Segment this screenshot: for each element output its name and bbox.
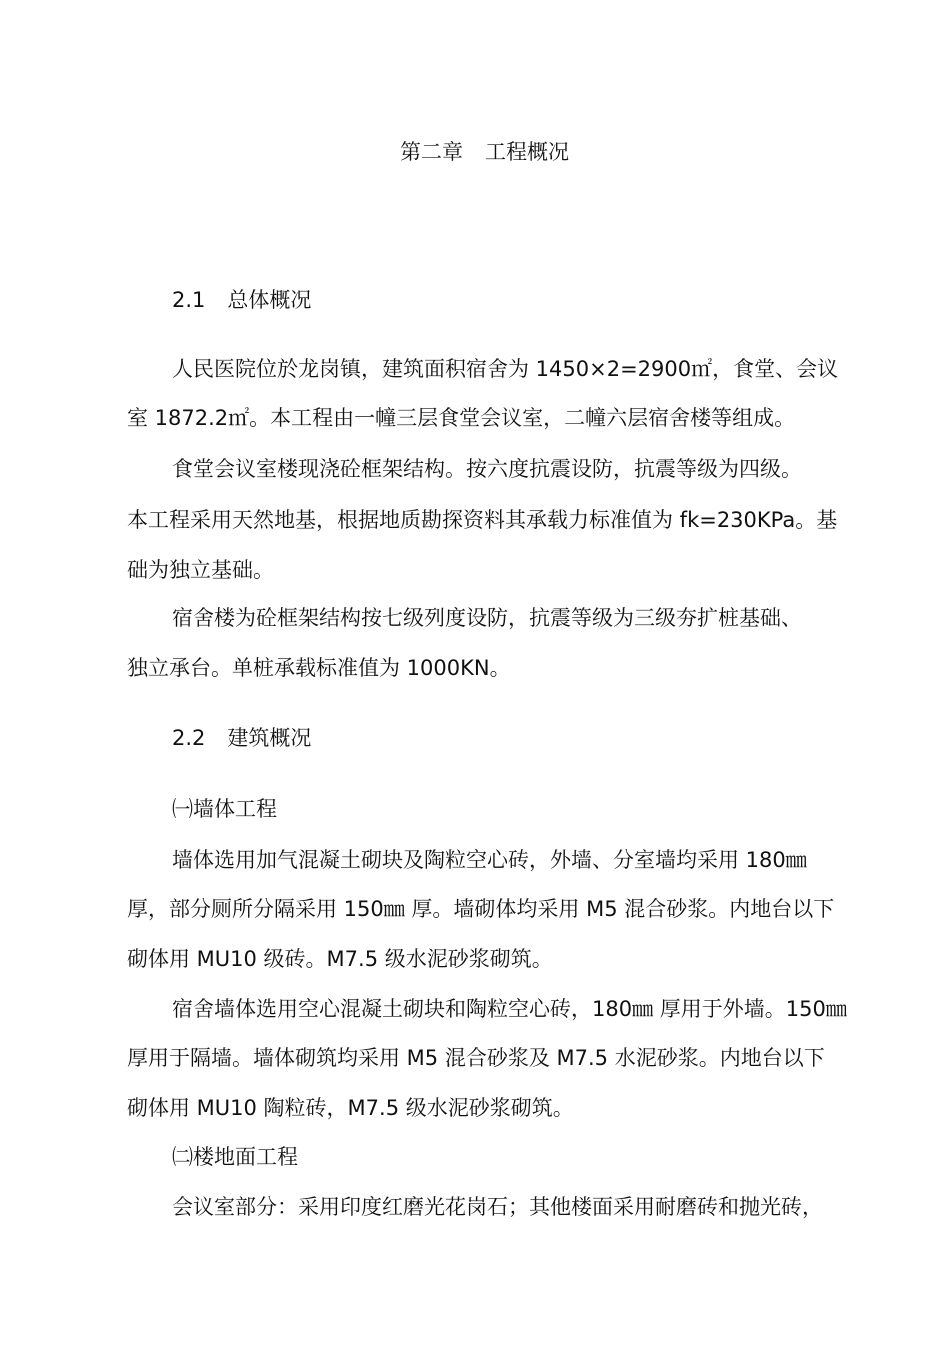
chapter-title — [400, 138, 569, 166]
section-heading-2-2 — [172, 724, 311, 752]
paragraph-line: 砌体用 MU10 陶粒砖，M7.5 级水泥砂浆砌筑。 — [127, 1096, 574, 1120]
subsection-heading-walls: ㈠墙体工程 — [172, 797, 277, 821]
paragraph-line: 室 1872.2㎡。本工程由一幢三层食堂会议室，二幢六层宿舍楼等组成。 — [127, 406, 796, 430]
paragraph-line: 础为独立基础。 — [127, 558, 274, 582]
section-title: 建筑概况 — [227, 726, 312, 750]
paragraph-line: 厚用于隔墙。墙体砌筑均采用 M5 混合砂浆及 M7.5 水泥砂浆。内地台以下 — [127, 1046, 825, 1070]
paragraph-line: 厚，部分厕所分隔采用 150㎜ 厚。墙砌体均采用 M5 混合砂浆。内地台以下 — [127, 897, 835, 921]
paragraph-line: 宿舍墙体选用空心混凝土砌块和陶粒空心砖，180㎜ 厚用于外墙。150㎜ — [172, 997, 847, 1021]
chapter-number: 第二章 — [400, 140, 463, 164]
paragraph-line: 宿舍楼为砼框架结构按七级列度设防，抗震等级为三级夯扩桩基础、 — [172, 606, 802, 630]
subsection-heading-floors: ㈡楼地面工程 — [172, 1145, 298, 1169]
section-title: 总体概况 — [227, 288, 312, 312]
chapter-name: 工程概况 — [485, 140, 569, 164]
paragraph-line: 墙体选用加气混凝土砌块及陶粒空心砖，外墙、分室墙均采用 180㎜ — [172, 848, 807, 872]
paragraph-line: 独立承台。单桩承载标准值为 1000KN。 — [127, 656, 511, 680]
paragraph-line: 砌体用 MU10 级砖。M7.5 级水泥砂浆砌筑。 — [127, 947, 553, 971]
section-number: 2.1 — [172, 288, 206, 312]
section-number: 2.2 — [172, 726, 206, 750]
paragraph-line: 本工程采用天然地基，根据地质勘探资料其承载力标准值为 fk=230KPa。基 — [127, 508, 838, 532]
paragraph-line: 食堂会议室楼现浇砼框架结构。按六度抗震设防，抗震等级为四级。 — [172, 457, 802, 481]
section-heading-2-1 — [172, 286, 311, 314]
paragraph-line: 人民医院位於龙岗镇，建筑面积宿舍为 1450×2=2900㎡，食堂、会议 — [172, 357, 839, 381]
paragraph-line: 会议室部分：采用印度红磨光花岗石；其他楼面采用耐磨砖和抛光砖， — [172, 1195, 823, 1219]
